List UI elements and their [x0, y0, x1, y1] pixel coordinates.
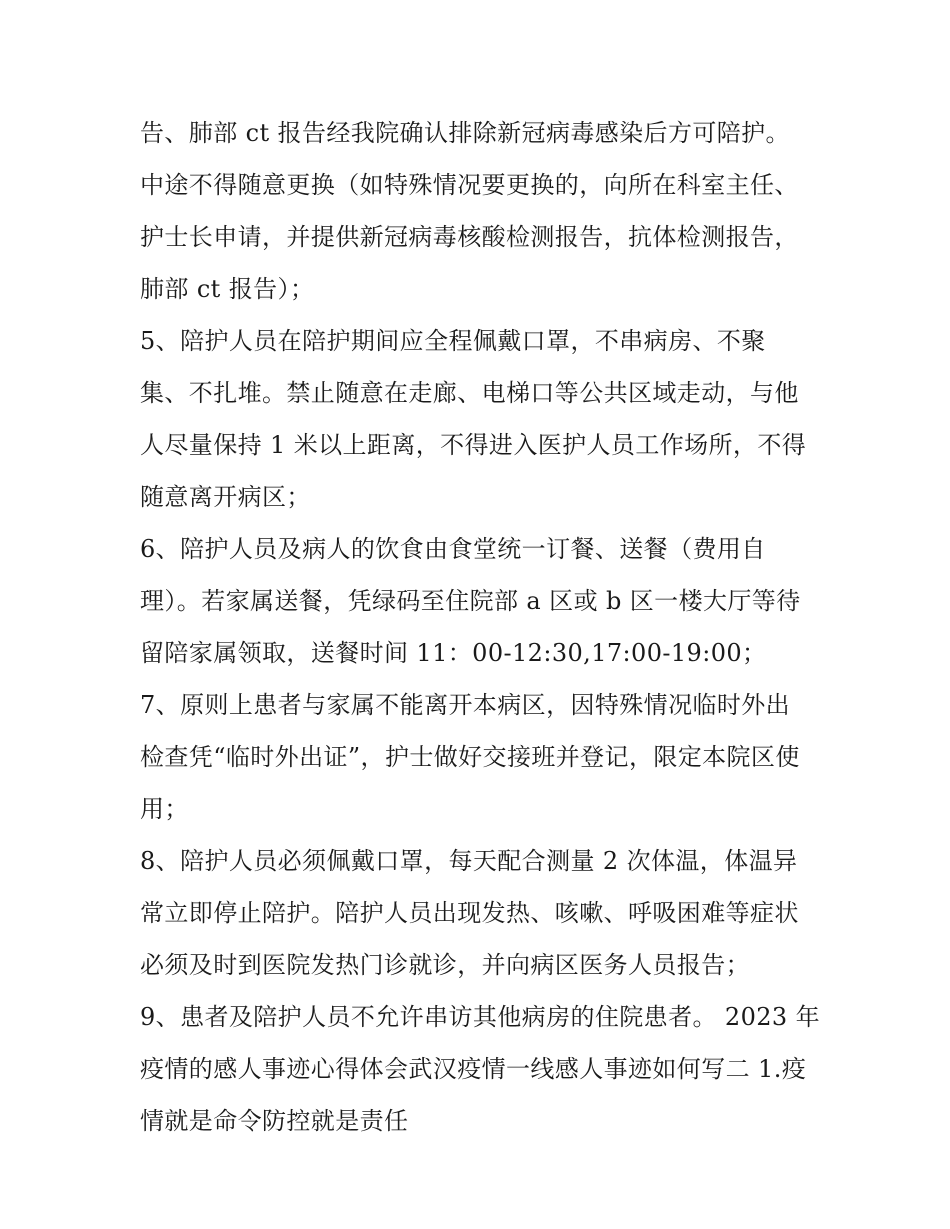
text-line: 7、原则上患者与家属不能离开本病区，因特殊情况临时外出 — [140, 691, 791, 719]
text-line: 8、陪护人员必须佩戴口罩，每天配合测量 2 次体温，体温异 — [140, 847, 798, 875]
text-line: 必须及时到医院发热门诊就诊，并向病区医务人员报告； — [140, 951, 750, 979]
text-line: 告、肺部 ct 报告经我院确认排除新冠病毒感染后方可陪护。 — [140, 119, 790, 147]
text-line: 用； — [140, 795, 189, 823]
text-line: 人尽量保持 1 米以上距离，不得进入医护人员工作场所，不得 — [140, 431, 807, 459]
text-line: 理）。若家属送餐，凭绿码至住院部 a 区或 b 区一楼大厅等待 — [140, 587, 801, 615]
text-line: 肺部 ct 报告）； — [140, 275, 315, 303]
text-line: 情就是命令防控就是责任 — [140, 1107, 409, 1135]
text-line: 疫情的感人事迹心得体会武汉疫情一线感人事迹如何写二 1.疫 — [140, 1055, 807, 1083]
text-line: 中途不得随意更换（如特殊情况要更换的，向所在科室主任、 — [140, 171, 799, 199]
text-line: 留陪家属领取，送餐时间 11：00-12:30,17:00-19:00； — [140, 639, 767, 667]
text-line: 护士长申请，并提供新冠病毒核酸检测报告，抗体检测报告， — [140, 223, 799, 251]
text-line: 常立即停止陪护。陪护人员出现发热、咳嗽、呼吸困难等症状 — [140, 899, 799, 927]
document-body — [140, 107, 830, 1147]
text-line: 5、陪护人员在陪护期间应全程佩戴口罩，不串病房、不聚 — [140, 327, 766, 355]
text-line: 9、患者及陪护人员不允许串访其他病房的住院患者。 2023 年 — [140, 1003, 821, 1031]
text-line: 随意离开病区； — [140, 483, 311, 511]
text-line: 检查凭“临时外出证”，护士做好交接班并登记，限定本院区使 — [140, 743, 800, 771]
text-line: 6、陪护人员及病人的饮食由食堂统一订餐、送餐（费用自 — [140, 535, 766, 563]
text-line: 集、不扎堆。禁止随意在走廊、电梯口等公共区域走动，与他 — [140, 379, 799, 407]
